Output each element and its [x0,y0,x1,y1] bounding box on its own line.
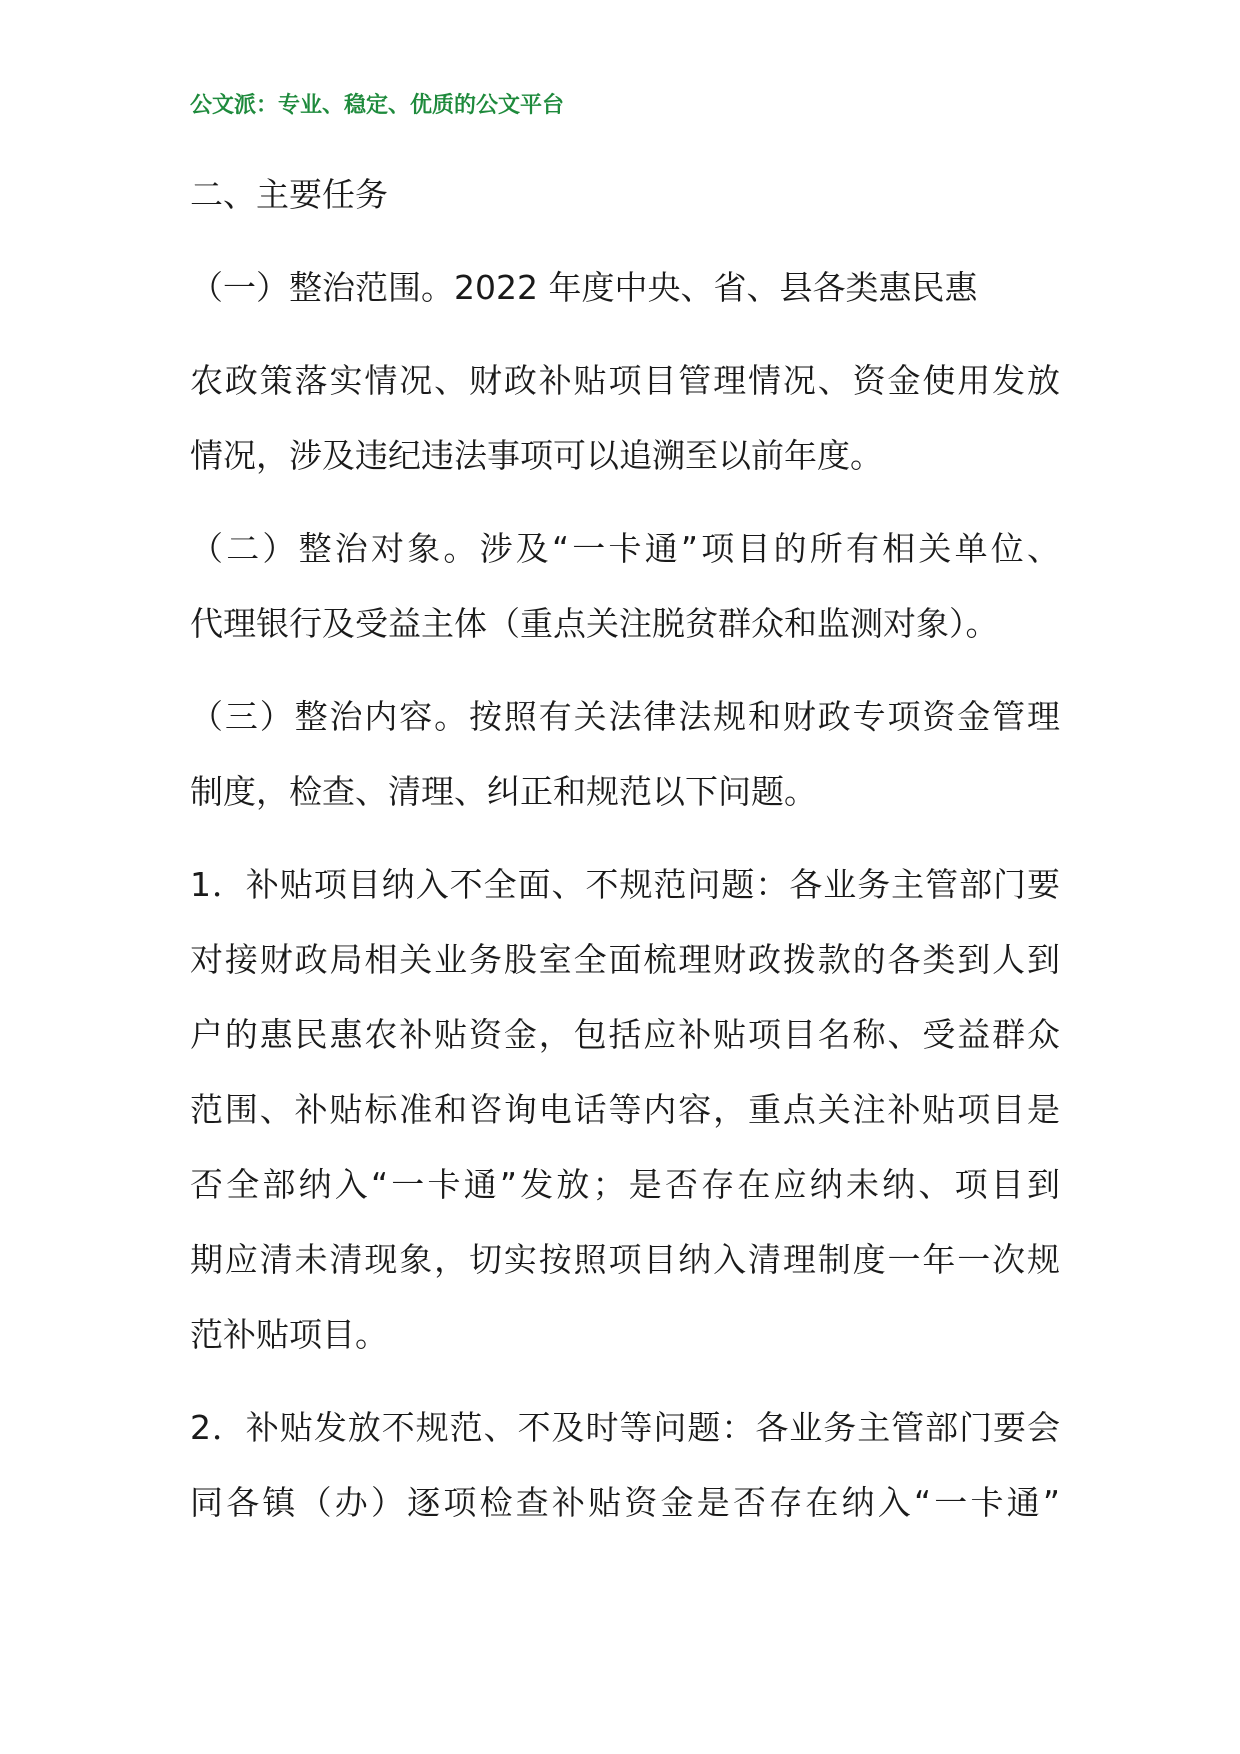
body-line-10: 户的惠民惠农补贴资金，包括应补贴项目名称、受益群众 [190,1015,1060,1054]
body-line-14: 范补贴项目。 [190,1315,388,1354]
body-line-7: 制度，检查、清理、纠正和规范以下问题。 [190,772,817,811]
body-line-11: 范围、补贴标准和咨询电话等内容，重点关注补贴项目是 [190,1090,1060,1129]
body-line-15: 2．补贴发放不规范、不及时等问题：各业务主管部门要会 [190,1408,1060,1447]
body-line-12: 否全部纳入“一卡通”发放；是否存在应纳未纳、项目到 [190,1165,1060,1204]
body-line-16: 同各镇（办）逐项检查补贴资金是否存在纳入“一卡通” [190,1483,1060,1522]
body-line-6: （三）整治内容。按照有关法律法规和财政专项资金管理 [190,697,1060,736]
section-title: 二、主要任务 [190,175,388,214]
page-header: 公文派：专业、稳定、优质的公文平台 [190,93,565,118]
body-line-8: 1．补贴项目纳入不全面、不规范问题：各业务主管部门要 [190,865,1060,904]
body-line-3: 情况，涉及违纪违法事项可以追溯至以前年度。 [190,436,883,475]
body-line-1: （一）整治范围。2022 年度中央、省、县各类惠民惠 [190,268,978,307]
body-line-9: 对接财政局相关业务股室全面梳理财政拨款的各类到人到 [190,940,1060,979]
body-line-4: （二）整治对象。涉及“一卡通”项目的所有相关单位、 [190,529,1060,568]
body-line-13: 期应清未清现象，切实按照项目纳入清理制度一年一次规 [190,1240,1060,1279]
body-line-5: 代理银行及受益主体（重点关注脱贫群众和监测对象）。 [190,604,999,643]
body-line-2: 农政策落实情况、财政补贴项目管理情况、资金使用发放 [190,361,1060,400]
